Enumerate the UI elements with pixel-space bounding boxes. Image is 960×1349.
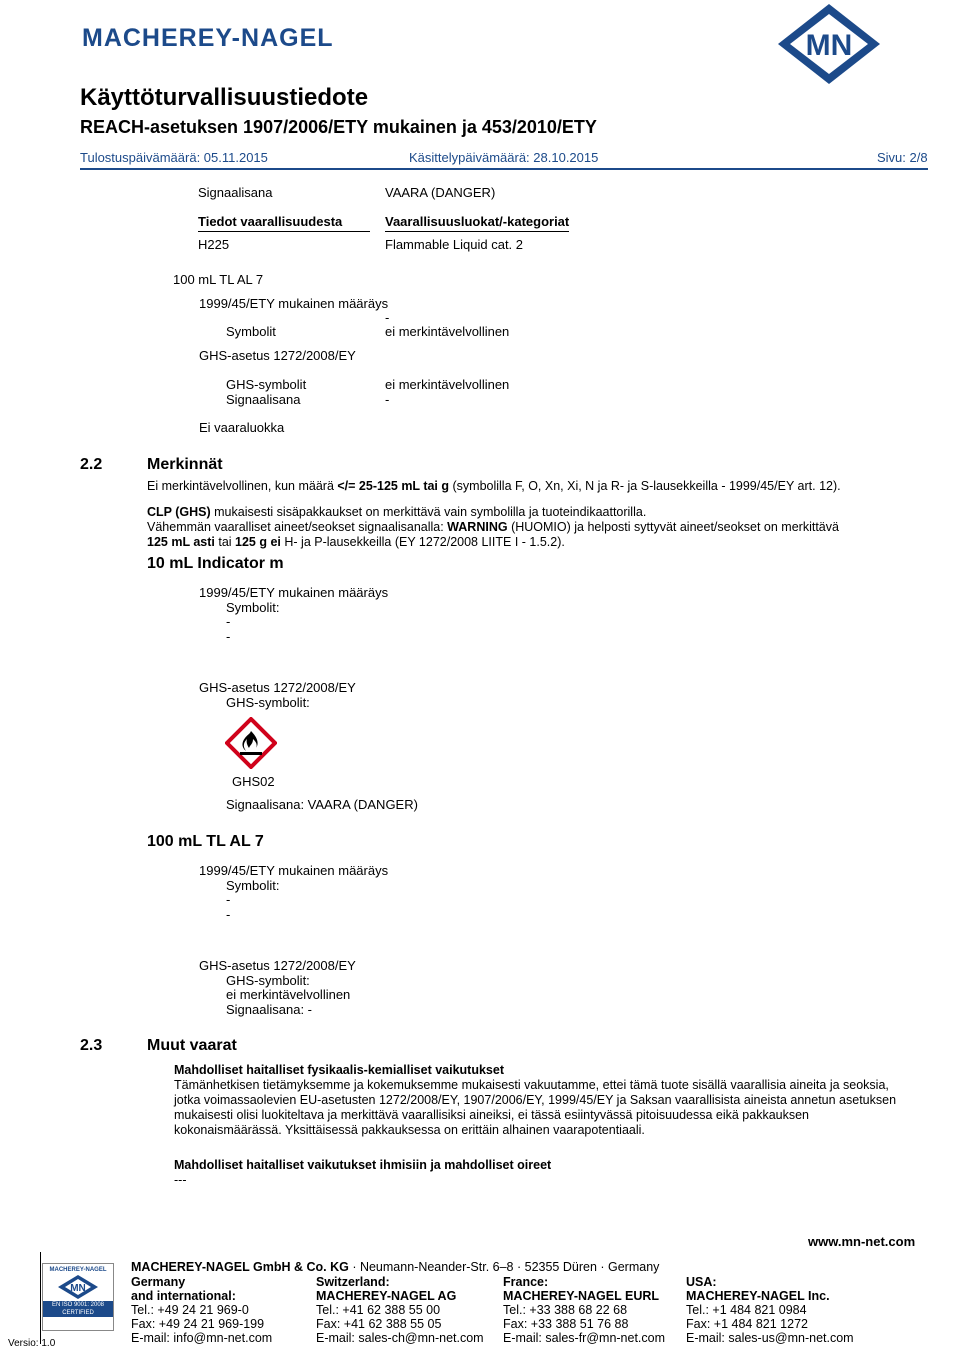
pictogram-code: GHS02 bbox=[232, 774, 275, 789]
signal-value: VAARA (DANGER) bbox=[385, 185, 496, 200]
ghs-symbols-value: ei merkintävelvollinen bbox=[226, 987, 351, 1002]
ghs-symbols-label: GHS-symbolit: bbox=[226, 973, 310, 988]
symbols-label: Symbolit bbox=[226, 324, 276, 339]
physchem-line: jotka voimassaolevien EU-asetusten 1272/2008/EY, 1907/2006/EY, 1999/45/EY ja Saksan vaarallisista aineista annetun asetuksen bbox=[174, 1093, 897, 1107]
no-hazard-class: Ei vaaraluokka bbox=[199, 420, 285, 435]
footer-tel: Tel.: +41 62 388 55 00 bbox=[316, 1303, 441, 1317]
flame-pictogram-icon bbox=[225, 717, 277, 769]
company-line: MACHEREY-NAGEL GmbH & Co. KG · Neumann-Neander-Str. 6–8 · 52355 Düren · Germany bbox=[131, 1260, 660, 1274]
small-quantity-text-2: 125 mL asti tai 125 g ei H- ja P-lausekkeilla (EY 1272/2008 LIITE I - 1.5.2). bbox=[147, 535, 565, 549]
footer-country: Switzerland: bbox=[316, 1275, 390, 1289]
version: Versio: 1.0 bbox=[8, 1338, 56, 1349]
badge-certified: CERTIFIED bbox=[43, 1309, 113, 1317]
footer-divider bbox=[40, 1252, 41, 1344]
product-name: 100 mL TL AL 7 bbox=[147, 833, 264, 850]
dash: - bbox=[226, 629, 231, 644]
clp-text: CLP (GHS) mukaisesti sisäpakkaukset on merkittävä vain symbolilla ja tuoteindikaattorilla. bbox=[147, 505, 647, 519]
signal-label: Signaalisana bbox=[226, 392, 301, 407]
physchem-line: mukaisesti olisi luokiteltava ja merkittävä vaarallisiksi aineiksi, ei tässä esiintyvässä pitoisuudessa eikä pakkauksen bbox=[174, 1108, 810, 1122]
footer-company: MACHEREY-NAGEL EURL bbox=[503, 1289, 660, 1303]
footer-tel: Tel.: +33 388 68 22 68 bbox=[503, 1303, 628, 1317]
dash: - bbox=[226, 907, 231, 922]
document-title: Käyttöturvallisuustiedote bbox=[80, 84, 369, 111]
product-name: 100 mL TL AL 7 bbox=[173, 272, 264, 287]
footer-fax: Fax: +49 24 21 969-199 bbox=[131, 1317, 265, 1331]
signal-value: - bbox=[385, 392, 390, 407]
hazard-info-header: Tiedot vaarallisuudesta bbox=[198, 214, 370, 232]
brand-wordmark: MACHEREY-NAGEL bbox=[82, 24, 334, 52]
signal-label: Signaalisana bbox=[198, 185, 273, 200]
health-heading: Mahdolliset haitalliset vaikutukset ihmisiin ja mahdolliset oireet bbox=[174, 1158, 552, 1172]
dash: - bbox=[226, 892, 231, 907]
physchem-heading: Mahdolliset haitalliset fysikaalis-kemialliset vaikutukset bbox=[174, 1063, 504, 1077]
directive-label: 1999/45/ETY mukainen määräys bbox=[199, 585, 389, 600]
mn-logo-text: MN bbox=[805, 29, 853, 62]
footer-company: MACHEREY-NAGEL AG bbox=[316, 1289, 457, 1303]
physchem-line: Tämänhetkisen tietämyksemme ja kokemuksemme mukaisesti vakuutamme, ettei tämä tuote sisällä vaarallisia aineita ja seoksia, bbox=[174, 1078, 889, 1092]
dash: - bbox=[385, 310, 390, 325]
process-date: Käsittelypäivämäärä: 28.10.2015 bbox=[409, 150, 599, 165]
directive-label: 1999/45/ETY mukainen määräys bbox=[199, 296, 389, 311]
hazard-class: Flammable Liquid cat. 2 bbox=[385, 237, 524, 252]
print-date: Tulostuspäivämäärä: 05.11.2015 bbox=[80, 150, 268, 165]
footer-email: E-mail: sales-ch@mn-net.com bbox=[316, 1331, 484, 1345]
ghs-symbols-label: GHS-symbolit bbox=[226, 377, 307, 392]
footer-col-switzerland bbox=[316, 1275, 484, 1345]
section-number: 2.2 bbox=[80, 456, 103, 473]
badge-iso: EN ISO 9001: 2008 bbox=[43, 1301, 113, 1309]
ghs-regulation: GHS-asetus 1272/2008/EY bbox=[199, 958, 356, 973]
ghs-regulation: GHS-asetus 1272/2008/EY bbox=[199, 348, 356, 363]
directive-label: 1999/45/ETY mukainen määräys bbox=[199, 863, 389, 878]
symbols-label: Symbolit: bbox=[226, 600, 280, 615]
section-number: 2.3 bbox=[80, 1037, 103, 1054]
small-quantity-text: Vähemmän vaaralliset aineet/seokset signaalisanalla: WARNING (HUOMIO) ja helposti syttyvät aineet/seokset on merkittävä bbox=[147, 520, 839, 534]
footer-fax: Fax: +41 62 388 55 05 bbox=[316, 1317, 442, 1331]
ghs-symbols-label: GHS-symbolit: bbox=[226, 695, 310, 710]
website-link[interactable]: www.mn-net.com bbox=[808, 1234, 916, 1249]
footer-email: E-mail: sales-us@mn-net.com bbox=[686, 1331, 854, 1345]
footer-country: USA: bbox=[686, 1275, 717, 1289]
badge-logo-text: MN bbox=[70, 1283, 86, 1294]
hazard-class-header: Vaarallisuusluokat/-kategoriat bbox=[385, 214, 569, 232]
section-title: Merkinnät bbox=[147, 456, 223, 473]
footer-email: E-mail: sales-fr@mn-net.com bbox=[503, 1331, 666, 1345]
footer-tel: Tel.: +1 484 821 0984 bbox=[686, 1303, 807, 1317]
signal-word: Signaalisana: - bbox=[226, 1002, 312, 1017]
ghs-symbols-value: ei merkintävelvollinen bbox=[385, 377, 510, 392]
footer-fax: Fax: +1 484 821 1272 bbox=[686, 1317, 808, 1331]
footer-col-france bbox=[503, 1275, 665, 1345]
footer-company: and international: bbox=[131, 1289, 236, 1303]
health-text: --- bbox=[174, 1173, 187, 1187]
physchem-line: kokonaismäärässä. Yksittäisessä pakkauksessa on erittäin alhainen vaarapotentiaali. bbox=[174, 1123, 645, 1137]
footer-company: MACHEREY-NAGEL Inc. bbox=[686, 1289, 830, 1303]
badge-brand: MACHEREY-NAGEL bbox=[49, 1267, 107, 1273]
dash: - bbox=[226, 614, 231, 629]
footer-col-usa bbox=[686, 1275, 854, 1345]
mn-logo bbox=[774, 2, 884, 86]
footer-email: E-mail: info@mn-net.com bbox=[131, 1331, 273, 1345]
ghs-regulation: GHS-asetus 1272/2008/EY bbox=[199, 680, 356, 695]
iso-certificate-badge bbox=[42, 1263, 114, 1331]
product-name: 10 mL Indicator m bbox=[147, 555, 284, 572]
section-title: Muut vaarat bbox=[147, 1037, 237, 1054]
labelling-text: Ei merkintävelvollinen, kun määrä </= 25-125 mL tai g (symbolilla F, O, Xn, Xi, N ja R- ja S-lausekkeilla - 1999/45/EY art. 12). bbox=[147, 479, 841, 493]
symbols-value: ei merkintävelvollinen bbox=[385, 324, 510, 339]
document-subtitle: REACH-asetuksen 1907/2006/ETY mukainen ja 453/2010/ETY bbox=[80, 117, 597, 137]
footer-tel: Tel.: +49 24 21 969-0 bbox=[131, 1303, 249, 1317]
signal-word: Signaalisana: VAARA (DANGER) bbox=[226, 797, 418, 812]
footer-fax: Fax: +33 388 51 76 88 bbox=[503, 1317, 629, 1331]
page-number: Sivu: 2/8 bbox=[877, 150, 928, 165]
header-rule bbox=[80, 168, 928, 170]
footer-country: France: bbox=[503, 1275, 549, 1289]
symbols-label: Symbolit: bbox=[226, 878, 280, 893]
footer-country: Germany bbox=[131, 1275, 186, 1289]
hazard-code: H225 bbox=[198, 237, 230, 252]
footer-col-germany bbox=[131, 1275, 272, 1345]
